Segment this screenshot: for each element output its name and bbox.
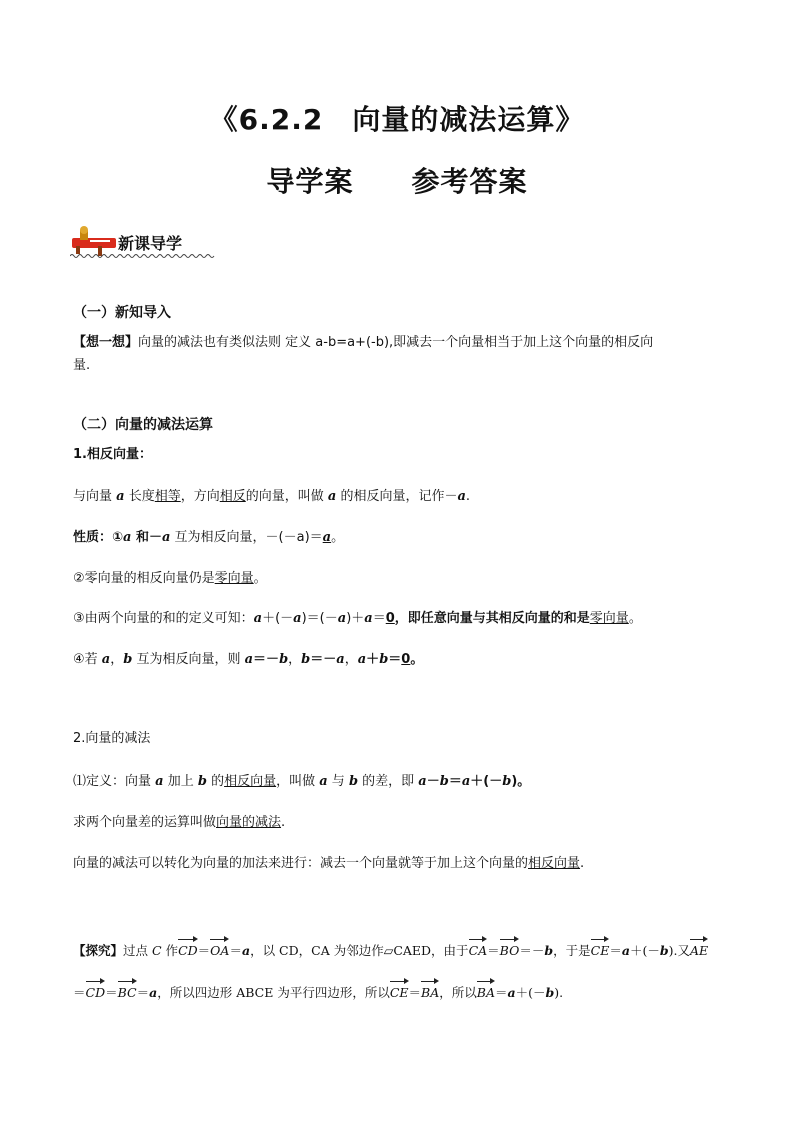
- sub2-heading: 2.向量的减法: [73, 731, 151, 746]
- part1-text-line1: [73, 331, 653, 350]
- subtraction-definition: ⑴定义：向量 a 加上 b 的相反向量，叫做 a 与 b 的差，即 a－b＝a＋(－b)。: [73, 774, 531, 789]
- property-2: ②零向量的相反向量仍是零向量。: [73, 571, 267, 586]
- part2-heading: （二）向量的减法运算: [73, 417, 213, 433]
- property-3: ③由两个向量的和的定义可知：a＋(－a)＝(－a)＋a＝0，即任意向量与其相反向量的和是零向量。: [73, 611, 642, 626]
- explore-line1: 【探究】过点 C 作CD＝OA＝a，以 CD，CA 为邻边作▱CAED，由于CA＝BO＝－b，于是CE＝a＋(－b).又AE: [73, 943, 709, 958]
- page-subtitle: 导学案 参考答案: [266, 165, 528, 198]
- subtraction-operation: 求两个向量差的运算叫做向量的减法.: [73, 815, 286, 830]
- subtraction-conversion: 向量的减法可以转化为向量的加法来进行：减去一个向量就等于加上这个向量的相反向量.: [73, 856, 585, 871]
- page-title: 《6.2.2 向量的减法运算》: [209, 103, 585, 136]
- think-tag: 【想一想】: [73, 335, 139, 350]
- sub1-heading: 1.相反向量：: [73, 447, 152, 462]
- part1-heading: （一）新知导入: [73, 305, 171, 321]
- think-text: 向量的减法也有类似法则 定义 a-b=a+(-b),即减去一个向量相当于加上这个向量的相反向: [138, 335, 654, 350]
- explore-line2: ＝CD＝BC＝a，所以四边形 ABCE 为平行四边形，所以CE＝BA，所以BA＝a＋(－b).: [73, 985, 564, 1000]
- explore-tag: 【探究】: [73, 943, 124, 958]
- wavy-underline: [70, 253, 215, 259]
- property-4: ④若 a，b 互为相反向量，则 a＝－b，b＝－a，a＋b＝0。: [73, 652, 424, 667]
- opposite-vector-definition: 与向量 a 长度相等，方向相反的向量，叫做 a 的相反向量，记作－a.: [73, 489, 471, 504]
- property-1: 性质：①a 和－a 互为相反向量，－(－a)＝a。: [73, 530, 345, 545]
- part1-text-line2: 量.: [73, 358, 91, 373]
- section-title: 新课导学: [118, 234, 183, 253]
